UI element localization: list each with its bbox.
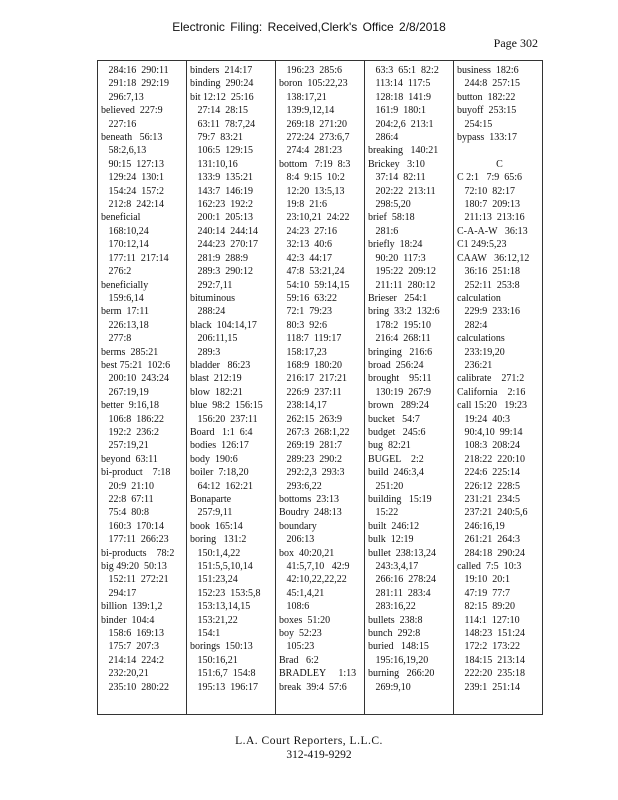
index-entry-line: 298:5,20	[368, 199, 411, 211]
index-entry-line: 269:19 281:7	[279, 440, 343, 452]
index-entry-line: called 7:5 10:3	[457, 561, 522, 573]
index-entry-line: bi-product 7:18	[101, 467, 171, 479]
index-entry-line: calculation	[457, 292, 501, 304]
index-entry-line: 195:22 209:12	[368, 266, 437, 278]
index-entry-line: boiler 7:18,20	[190, 467, 249, 479]
index-entry-line: bullet 238:13,24	[368, 547, 437, 559]
page-number: Page 302	[493, 36, 538, 50]
index-entry-line: 82:15 89:20	[457, 601, 516, 613]
index-entry-line: 214:14 224:2	[101, 654, 165, 666]
index-entry-line: brought 95:11	[368, 373, 432, 385]
index-entry-line: bypass 133:17	[457, 132, 517, 144]
index-entry-line: 246:16,19	[457, 520, 505, 532]
index-entry-line: 200:10 243:24	[101, 373, 170, 385]
index-entry-line: 212:8 242:14	[101, 199, 165, 211]
index-entry-line: Brad 6:2	[279, 654, 319, 666]
index-entry-line: 42:3 44:17	[279, 252, 333, 264]
index-entry-line: 90:20 117:3	[368, 252, 426, 264]
index-entry-line: 19:8 21:6	[279, 199, 328, 211]
index-entry-line: brown 289:24	[368, 400, 429, 412]
index-entry-line: bit 12:12 25:16	[190, 91, 254, 103]
index-entry-line: 200:1 205:13	[190, 212, 254, 224]
index-entry-line: 192:2 236:2	[101, 426, 160, 438]
index-entry-line: 80:3 92:6	[279, 319, 328, 331]
index-entry-line: 138:17,21	[279, 91, 327, 103]
index-entry-line: 222:20 235:18	[457, 668, 526, 680]
index-entry-line: 211:11 280:12	[368, 279, 436, 291]
index-entry-line: Brieser 254:1	[368, 292, 428, 304]
index-column-5	[453, 61, 542, 714]
index-entry-line: 272:24 273:6,7	[279, 132, 350, 144]
index-entry-line: 226:12 228:5	[457, 480, 521, 492]
index-entry-line: 42:10,22,22,22	[279, 574, 347, 586]
index-entry-line: 54:10 59:14,15	[279, 279, 350, 291]
index-entry-line: 19:24 40:3	[457, 413, 511, 425]
index-entry-line: 289:23 290:2	[279, 453, 343, 465]
index-entry-line: 105:23	[279, 641, 315, 653]
index-entry-line: 236:21	[457, 359, 493, 371]
index-entry-line: 153:13,14,15	[190, 601, 251, 613]
index-entry-line: 131:10,16	[190, 158, 238, 170]
index-entry-line: bottoms 23:13	[279, 494, 340, 505]
index-entry-line: 284:16 290:11	[101, 65, 169, 76]
index-entry-line: 162:23 192:2	[190, 199, 254, 211]
index-entry-line: 237:21 240:5,6	[457, 507, 528, 519]
index-entry-line: 283:16,22	[368, 601, 416, 613]
index-entry-line: 281:11 283:4	[368, 587, 431, 599]
index-entry-line: broad 256:24	[368, 359, 424, 371]
index-entry-line: bituminous	[190, 292, 236, 304]
index-entry-line: building 15:19	[368, 494, 432, 505]
index-entry-line: 168:10,24	[101, 225, 149, 237]
index-entry-line: breaking 140:21	[368, 145, 439, 157]
index-entry-line: 206:11,15	[190, 333, 238, 345]
index-entry-line: blue 98:2 156:15	[190, 400, 263, 412]
index-entry-line: 240:14 244:14	[190, 225, 259, 237]
index-entry-line: 288:24	[190, 306, 226, 318]
index-entry-line: 211:13 213:16	[457, 212, 525, 224]
index-entry-line: billion 139:1,2	[101, 601, 163, 613]
index-entry-line: 23:10,21 24:22	[279, 212, 350, 224]
index-entry-line: box 40:20,21	[279, 547, 335, 559]
index-entry-line: bulk 12:19	[368, 534, 414, 546]
index-entry-line: 195:16,19,20	[368, 654, 429, 666]
index-entry-line: 243:3,4,17	[368, 561, 419, 573]
footer-phone: 312-419-9292	[286, 749, 352, 761]
index-entry-line: 216:17 217:21	[279, 373, 348, 385]
index-entry-line: Boudry 248:13	[279, 507, 342, 519]
index-entry-line: 130:19 267:9	[368, 386, 432, 398]
index-entry-line: 257:19,21	[101, 440, 149, 452]
index-entry-line: 75:4 80:8	[101, 507, 150, 519]
index-entry-line: 143:7 146:19	[190, 185, 254, 197]
index-entry-line: 27:14 28:15	[190, 105, 249, 117]
index-entry-line: 177:11 266:23	[101, 534, 169, 546]
index-entry-line: calculations	[457, 333, 505, 345]
index-entry-line: borings 150:13	[190, 641, 253, 653]
index-entry-line: believed 227:9	[101, 105, 163, 117]
index-entry-line: bi-products 78:2	[101, 547, 175, 559]
index-entry-line: C-A-A-W 36:13	[457, 225, 528, 237]
index-entry-line: 159:6,14	[101, 292, 144, 304]
index-entry-line: berm 17:11	[101, 306, 149, 318]
index-entry-line: 156:20 237:11	[190, 413, 258, 425]
index-entry-line: BRADLEY 1:13	[279, 668, 357, 680]
index-entry-line: beneficial	[101, 212, 141, 224]
index-entry-line: Brickey 3:10	[368, 158, 425, 170]
index-entry-line: 72:1 79:23	[279, 306, 333, 318]
index-entry-line: 251:20	[368, 480, 404, 492]
index-entry-line: 261:21 264:3	[457, 534, 521, 546]
index-entry-line: 19:10 20:1	[457, 574, 511, 586]
index-entry-line: book 165:14	[190, 520, 243, 532]
index-entry-line: 282:4	[457, 319, 488, 331]
index-entry-line: 129:24 130:1	[101, 172, 165, 184]
index-entry-line: 269:9,10	[368, 681, 411, 693]
index-entry-line: bug 82:21	[368, 440, 411, 452]
index-entry-line: 266:16 278:24	[368, 574, 437, 586]
index-entry-line: 262:15 263:9	[279, 413, 343, 425]
index-column-2	[186, 61, 275, 714]
index-entry-line: 64:12 162:21	[190, 480, 254, 492]
index-entry-line: 36:16 251:18	[457, 266, 521, 278]
index-entry-line: 58:2,6,13	[101, 145, 147, 157]
index-entry-line: 47:8 53:21,24	[279, 266, 345, 278]
index-entry-line: berms 285:21	[101, 346, 159, 358]
index-entry-line: 32:13 40:6	[279, 239, 333, 251]
index-entry-line: 216:4 268:11	[368, 333, 431, 345]
index-entry-line: 284:18 290:24	[457, 547, 526, 559]
index-entry-line: blow 182:21	[190, 386, 243, 398]
index-entry-line: 128:18 141:9	[368, 91, 432, 103]
index-entry-line: boring 131:2	[190, 534, 247, 546]
index-entry-line: 267:3 268:1,22	[279, 426, 350, 438]
index-entry-line: 267:19,19	[101, 386, 149, 398]
index-entry-line: 296:7,13	[101, 91, 144, 103]
index-table	[97, 60, 543, 715]
index-entry-line: binding 290:24	[190, 78, 254, 90]
index-entry-line: 106:5 129:15	[190, 145, 254, 157]
index-entry-line: 206:13	[279, 534, 315, 546]
index-entry-line: 158:17,23	[279, 346, 327, 358]
index-entry-line: 257:9,11	[190, 507, 233, 519]
index-entry-line: body 190:6	[190, 453, 238, 465]
index-entry-line: 226:9 237:11	[279, 386, 342, 398]
index-entry-line: 108:3 208:24	[457, 440, 521, 452]
index-entry-line: 59:16 63:22	[279, 292, 338, 304]
index-entry-line: best 75:21 102:6	[101, 359, 171, 371]
index-entry-line	[457, 144, 542, 157]
index-entry-line: 45:1,4,21	[279, 587, 325, 599]
index-entry-line: California 2:16	[457, 386, 526, 398]
index-entry-line: 244:23 270:17	[190, 239, 259, 251]
index-entry-line: 232:20,21	[101, 668, 149, 680]
index-entry-line: 15:22	[368, 507, 399, 519]
index-entry-line: 184:15 213:14	[457, 654, 526, 666]
index-entry-line: call 15:20 19:23	[457, 400, 527, 412]
index-entry-line: 90:4,10 99:14	[457, 426, 523, 438]
index-entry-line: 172:2 173:22	[457, 641, 521, 653]
index-entry-line: 226:13,18	[101, 319, 149, 331]
index-entry-line: break 39:4 57:6	[279, 681, 347, 693]
index-entry-line: 72:10 82:17	[457, 185, 516, 197]
index-entry-line: boundary	[279, 520, 317, 532]
index-entry-line: 63:11 78:7,24	[190, 118, 256, 130]
index-entry-line: bucket 54:7	[368, 413, 420, 425]
index-entry-line: CAAW 36:12,12	[457, 252, 530, 264]
index-entry-line: 151:5,5,10,14	[190, 561, 253, 573]
footer-company: L.A. Court Reporters, L.L.C.	[235, 735, 383, 747]
index-entry-line: 170:12,14	[101, 239, 149, 251]
index-entry-line: 79:7 83:21	[190, 132, 244, 144]
index-entry-line: 151:6,7 154:8	[190, 668, 256, 680]
index-entry-line: bringing 216:6	[368, 346, 433, 358]
index-entry-line: 133:9 135:21	[190, 172, 254, 184]
index-entry-line: 202:22 213:11	[368, 185, 436, 197]
index-entry-line: boy 52:23	[279, 628, 322, 640]
index-entry-line: 113:14 117:5	[368, 78, 431, 90]
index-entry-line: 154:24 157:2	[101, 185, 165, 197]
index-entry-line: 239:1 251:14	[457, 681, 521, 693]
index-entry-line: 276:2	[101, 266, 132, 278]
index-entry-line: 152:23 153:5,8	[190, 587, 261, 599]
index-entry-line: 177:11 217:14	[101, 252, 169, 264]
index-column-1	[98, 61, 186, 714]
index-entry-line: beneficially	[101, 279, 149, 291]
index-entry-line: 24:23 27:16	[279, 225, 338, 237]
index-entry-line: 281:6	[368, 225, 399, 237]
index-entry-line: 47:19 77:7	[457, 587, 511, 599]
index-entry-line: 277:8	[101, 333, 132, 345]
index-entry-line: bunch 292:8	[368, 628, 421, 640]
index-entry-line: 20:9 21:10	[101, 480, 155, 492]
index-entry-line: 233:19,20	[457, 346, 505, 358]
index-entry-line: 204:2,6 213:1	[368, 118, 434, 130]
index-entry-line: 90:15 127:13	[101, 158, 165, 170]
index-entry-line: 289:3 290:12	[190, 266, 254, 278]
index-entry-line: 224:6 225:14	[457, 467, 521, 479]
index-entry-line: 293:6,22	[279, 480, 322, 492]
index-entry-line: 289:3	[190, 346, 221, 358]
index-entry-line: 22:8 67:11	[101, 494, 154, 505]
index-entry-line: 291:18 292:19	[101, 78, 170, 90]
index-entry-line: bottom 7:19 8:3	[279, 158, 351, 170]
index-entry-line: Board 1:1 6:4	[190, 426, 253, 438]
index-entry-line: 235:10 280:22	[101, 681, 170, 693]
index-entry-line: bodies 126:17	[190, 440, 249, 452]
index-entry-line: 178:2 195:10	[368, 319, 432, 331]
index-entry-line: 254:15	[457, 118, 493, 130]
index-entry-line: 196:23 285:6	[279, 65, 343, 76]
index-entry-line: 274:4 281:23	[279, 145, 343, 157]
index-entry-line: brief 58:18	[368, 212, 415, 224]
index-entry-line: 41:5,7,10 42:9	[279, 561, 350, 573]
index-entry-line: bullets 238:8	[368, 614, 423, 626]
index-column-4	[364, 61, 453, 714]
index-entry-line: 292:2,3 293:3	[279, 467, 345, 479]
index-entry-line: 292:7,11	[190, 279, 233, 291]
index-entry-line: 139:9,12,14	[279, 105, 335, 117]
index-entry-line: boron 105:22,23	[279, 78, 348, 90]
index-entry-line: buried 148:15	[368, 641, 429, 653]
index-entry-line: 158:6 169:13	[101, 628, 165, 640]
index-entry-line: C1 249:5,23	[457, 239, 507, 251]
index-entry-line: 244:8 257:15	[457, 78, 521, 90]
index-entry-line: 148:23 151:24	[457, 628, 526, 640]
index-entry-line: 231:21 234:5	[457, 494, 521, 505]
index-entry-line: 37:14 82:11	[368, 172, 426, 184]
index-entry-line: 150:1,4,22	[190, 547, 241, 559]
index-entry-line: 238:14,17	[279, 400, 327, 412]
index-column-3	[275, 61, 364, 714]
index-entry-line: 269:18 271:20	[279, 118, 348, 130]
index-entry-line: 108:6	[279, 601, 310, 613]
index-entry-line: 153:21,22	[190, 614, 238, 626]
index-entry-line: build 246:3,4	[368, 467, 424, 479]
index-entry-line: bladder 86:23	[190, 359, 251, 371]
index-entry-line: 106:8 186:22	[101, 413, 165, 425]
index-entry-line: 227:16	[101, 118, 137, 130]
index-entry-line: boxes 51:20	[279, 614, 331, 626]
index-entry-line: 175:7 207:3	[101, 641, 160, 653]
index-entry-line: business 182:6	[457, 65, 519, 76]
index-entry-line: big 49:20 50:13	[101, 561, 167, 573]
index-entry-line: burning 266:20	[368, 668, 435, 680]
index-entry-line: calibrate 271:2	[457, 373, 525, 385]
index-entry-line: bring 33:2 132:6	[368, 306, 440, 318]
index-entry-line: 12:20 13:5,13	[279, 185, 345, 197]
index-entry-line: binders 214:17	[190, 65, 253, 76]
index-entry-line: 154:1	[190, 628, 221, 640]
index-entry-line: BUGEL 2:2	[368, 453, 424, 465]
index-entry-line: 286:4	[368, 132, 399, 144]
index-entry-line: 63:3 65:1 82:2	[368, 65, 439, 76]
index-entry-line: beyond 63:11	[101, 453, 158, 465]
index-entry-line: 218:22 220:10	[457, 453, 526, 465]
index-entry-line: 160:3 170:14	[101, 520, 165, 532]
index-entry-line: 195:13 196:17	[190, 681, 259, 693]
index-entry-line: 252:11 253:8	[457, 279, 520, 291]
index-entry-line: 151:23,24	[190, 574, 238, 586]
index-entry-line: 180:7 209:13	[457, 199, 521, 211]
index-letter-heading: C	[496, 158, 503, 170]
index-entry-line: C 2:1 7:9 65:6	[457, 172, 523, 184]
index-entry-line: 8:4 9:15 10:2	[279, 172, 345, 184]
index-entry-line: 168:9 180:20	[279, 359, 343, 371]
index-entry-line: 229:9 233:16	[457, 306, 521, 318]
index-entry-line: buyoff 253:15	[457, 105, 517, 117]
index-entry-line: black 104:14,17	[190, 319, 257, 331]
index-entry-line: binder 104:4	[101, 614, 155, 626]
index-entry-line: built 246:12	[368, 520, 420, 532]
index-entry-line: 150:16,21	[190, 654, 238, 666]
filing-header: Electronic Filing: Received,Clerk's Office 2/8/2018	[172, 20, 446, 34]
index-entry-line: blast 212:19	[190, 373, 242, 385]
index-entry-line: button 182:22	[457, 91, 516, 103]
index-entry-line: better 9:16,18	[101, 400, 160, 412]
index-entry-line: Bonaparte	[190, 494, 232, 505]
index-entry-line: 294:17	[101, 587, 137, 599]
index-entry-line: 161:9 180:1	[368, 105, 427, 117]
index-entry-line: 114:1 127:10	[457, 614, 520, 626]
index-entry-line: 281:9 288:9	[190, 252, 249, 264]
index-entry-line: budget 245:6	[368, 426, 426, 438]
index-entry-line: briefly 18:24	[368, 239, 423, 251]
index-entry-line: 118:7 119:17	[279, 333, 342, 345]
index-entry-line: 152:11 272:21	[101, 574, 169, 586]
index-entry-line: beneath 56:13	[101, 132, 163, 144]
